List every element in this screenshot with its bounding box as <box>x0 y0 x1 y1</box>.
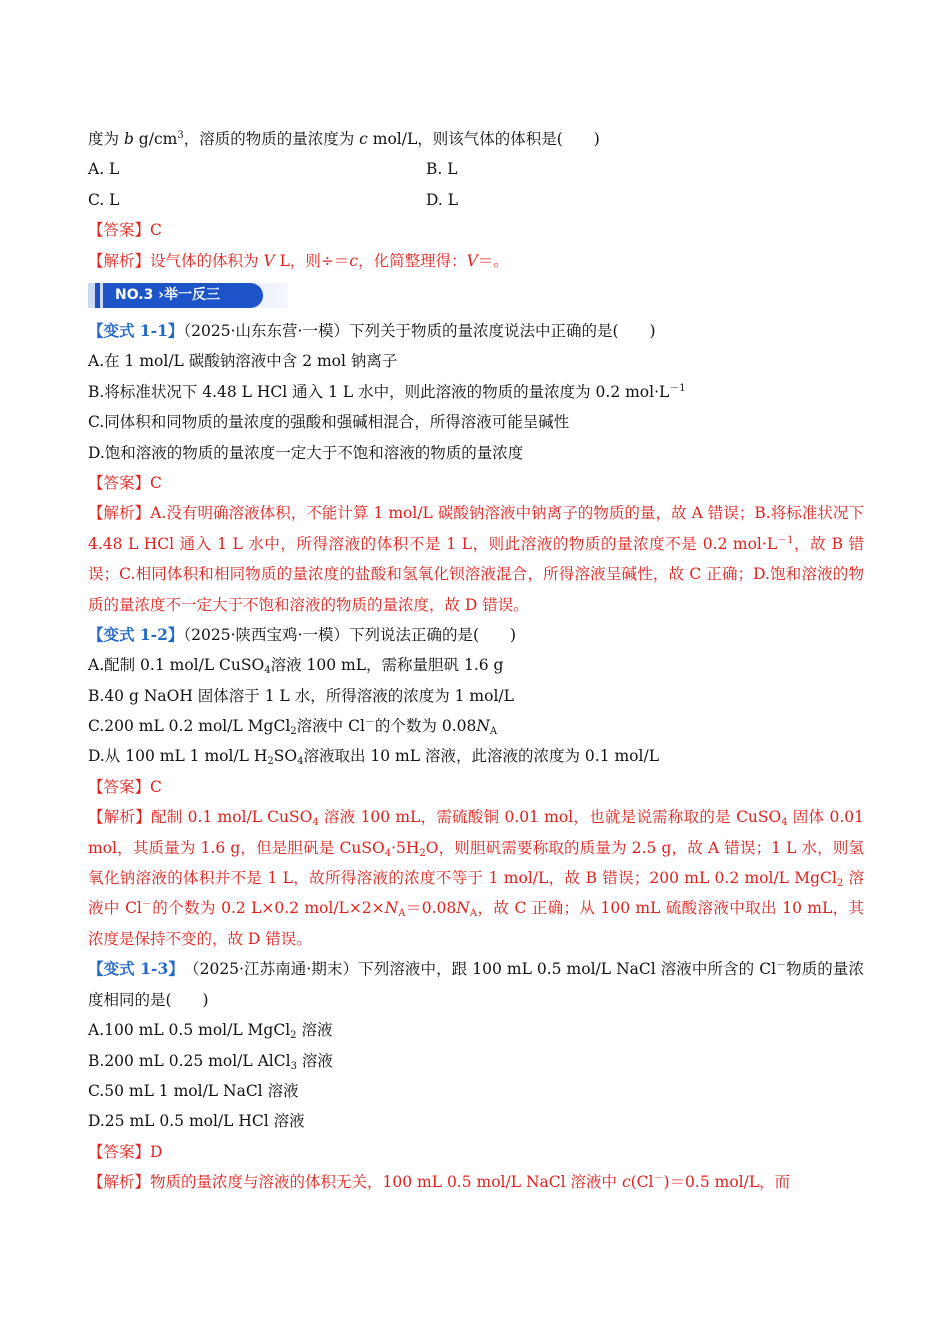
banner-label: NO.3 ›举一反三 <box>103 283 263 308</box>
option-b: B.40 g NaOH 固体溶于 1 L 水，所得溶液的浓度为 1 mol/L <box>88 686 514 705</box>
option-d: D.从 100 mL 1 mol/L $H_2SO_4$溶液取出 10 mL 溶液，此溶液的浓度为 0.1 mol/L <box>88 747 659 768</box>
answer-line: 【答案】C <box>88 221 162 240</box>
option-c: C.同体积和同物质的量浓度的强酸和强碱相混合，所得溶液可能呈碱性 <box>88 413 570 432</box>
option-b: B.将标准状况下 4.48 L HCl 通入 1 L 水中，则此溶液的物质的量浓度为 0.2 $mol\cdot L^{-1}$ <box>88 382 686 401</box>
section-banner <box>88 280 288 310</box>
option-d: D.25 mL 0.5 mol/L HCl 溶液 <box>88 1112 305 1131</box>
question-tag: 【变式 1-3】 <box>88 959 177 979</box>
question-1-1-stem: 【变式 1-1】（2025·山东东营·一模）下列关于物质的量浓度说法中正确的是( ) <box>88 320 656 340</box>
analysis-paragraph: 【解析】配制 0.1 mol/L CuSO$_4$ 溶液 100 mL，需硫酸铜 0.01 mol，也就是说需称取的是 CuSO$_4$ 固体 0.01 mol，其质量为 1.6 g，但是胆矾是 $CuSO_4\cdot 5H_2O$，则胆矾需要称取的质量为 2.5 g，故 A 错误；1 L 水，则氢氧化钠溶液的体积并不是 1 L，故所得溶液的浓度不等于 1 mol/L，故 B 错误；200 mL 0.2 mol/L MgCl$_2$ 溶液中 Cl－的个数为 0.2 L×0.2 mol/$L\times 2\times N_A=0.08N_A$，故 C 正确；从 100 mL 硫酸溶液中取出 10 mL，其浓度是保持不变的，故 D 错误。 <box>88 808 865 948</box>
options-row-cd <box>88 185 864 215</box>
option-b: B. L <box>426 160 458 179</box>
option-c: C.200 mL 0.2 mol/L MgCl$_2$溶液中 Cl－的个数为 $0.08N_A$ <box>88 717 498 738</box>
analysis-line: 【解析】物质的量浓度与溶液的体积无关，100 mL 0.5 mol/L NaCl 溶液中 c(Cl－)＝0.5 mol/L，而 <box>88 1173 791 1192</box>
option-a: A. L <box>88 160 120 179</box>
banner-accent-bar <box>95 283 100 308</box>
option-c: C.50 mL 1 mol/L NaCl 溶液 <box>88 1081 299 1100</box>
option-d: D.饱和溶液的物质的量浓度一定大于不饱和溶液的物质的量浓度 <box>88 443 524 462</box>
option-a: A.100 mL 0.5 mol/L MgCl$_2$ 溶液 <box>88 1021 333 1042</box>
option-a: A.配制 0.1 mol/L CuSO$_4$溶液 100 mL，需称量胆矾 1.6 g <box>88 656 504 677</box>
answer-line: 【答案】C <box>88 473 162 492</box>
document-page <box>88 124 864 1197</box>
answer-line: 【答案】C <box>88 777 162 796</box>
options-row-ab <box>88 154 864 184</box>
question-1-2-stem: 【变式 1-2】（2025·陕西宝鸡·一模）下列说法正确的是( ) <box>88 624 517 644</box>
option-a: A.在 1 mol/L 碳酸钠溶液中含 2 mol 钠离子 <box>88 352 398 371</box>
question-stem-continuation: 度为 b $g/cm^3$，溶质的物质的量浓度为 c mol/L，则该气体的体积是( ) <box>88 130 600 148</box>
question-tag: 【变式 1-2】 <box>88 624 184 644</box>
question-tag: 【变式 1-1】 <box>88 320 184 340</box>
option-b: B.200 mL 0.25 mol/L AlCl$_3$ 溶液 <box>88 1051 333 1072</box>
analysis-line: 【解析】设气体的体积为 V L，则÷＝c，化简整理得：V＝。 <box>88 251 509 270</box>
question-1-3-stem: 【变式 1-3】 （2025·江苏南通·期末）下列溶液中，跟 100 mL 0.5 mol/L NaCl 溶液中所含的 Cl－物质的量浓度相同的是( ) <box>88 959 864 1009</box>
answer-line: 【答案】D <box>88 1142 163 1161</box>
option-d: D. L <box>426 190 459 209</box>
analysis-paragraph: 【解析】A.没有明确溶液体积，不能计算 1 mol/L 碳酸钠溶液中钠离子的物质的量，故 A 错误；B.将标准状况下 4.48 L HCl 通入 1 L 水中，所得溶液的体积不是 1 L，则此溶液的物质的量浓度不是 0.2 $mol\cdot L^{-1}$，故 B 错误；C.相同体积和相同物质的量浓度的盐酸和氢氧化钡溶液混合，所得溶液呈碱性，故 C 正确；D.饱和溶液的物质的量浓度不一定大于不饱和溶液的物质的量浓度，故 D 错误。 <box>88 504 865 614</box>
option-c: C. L <box>88 190 120 209</box>
